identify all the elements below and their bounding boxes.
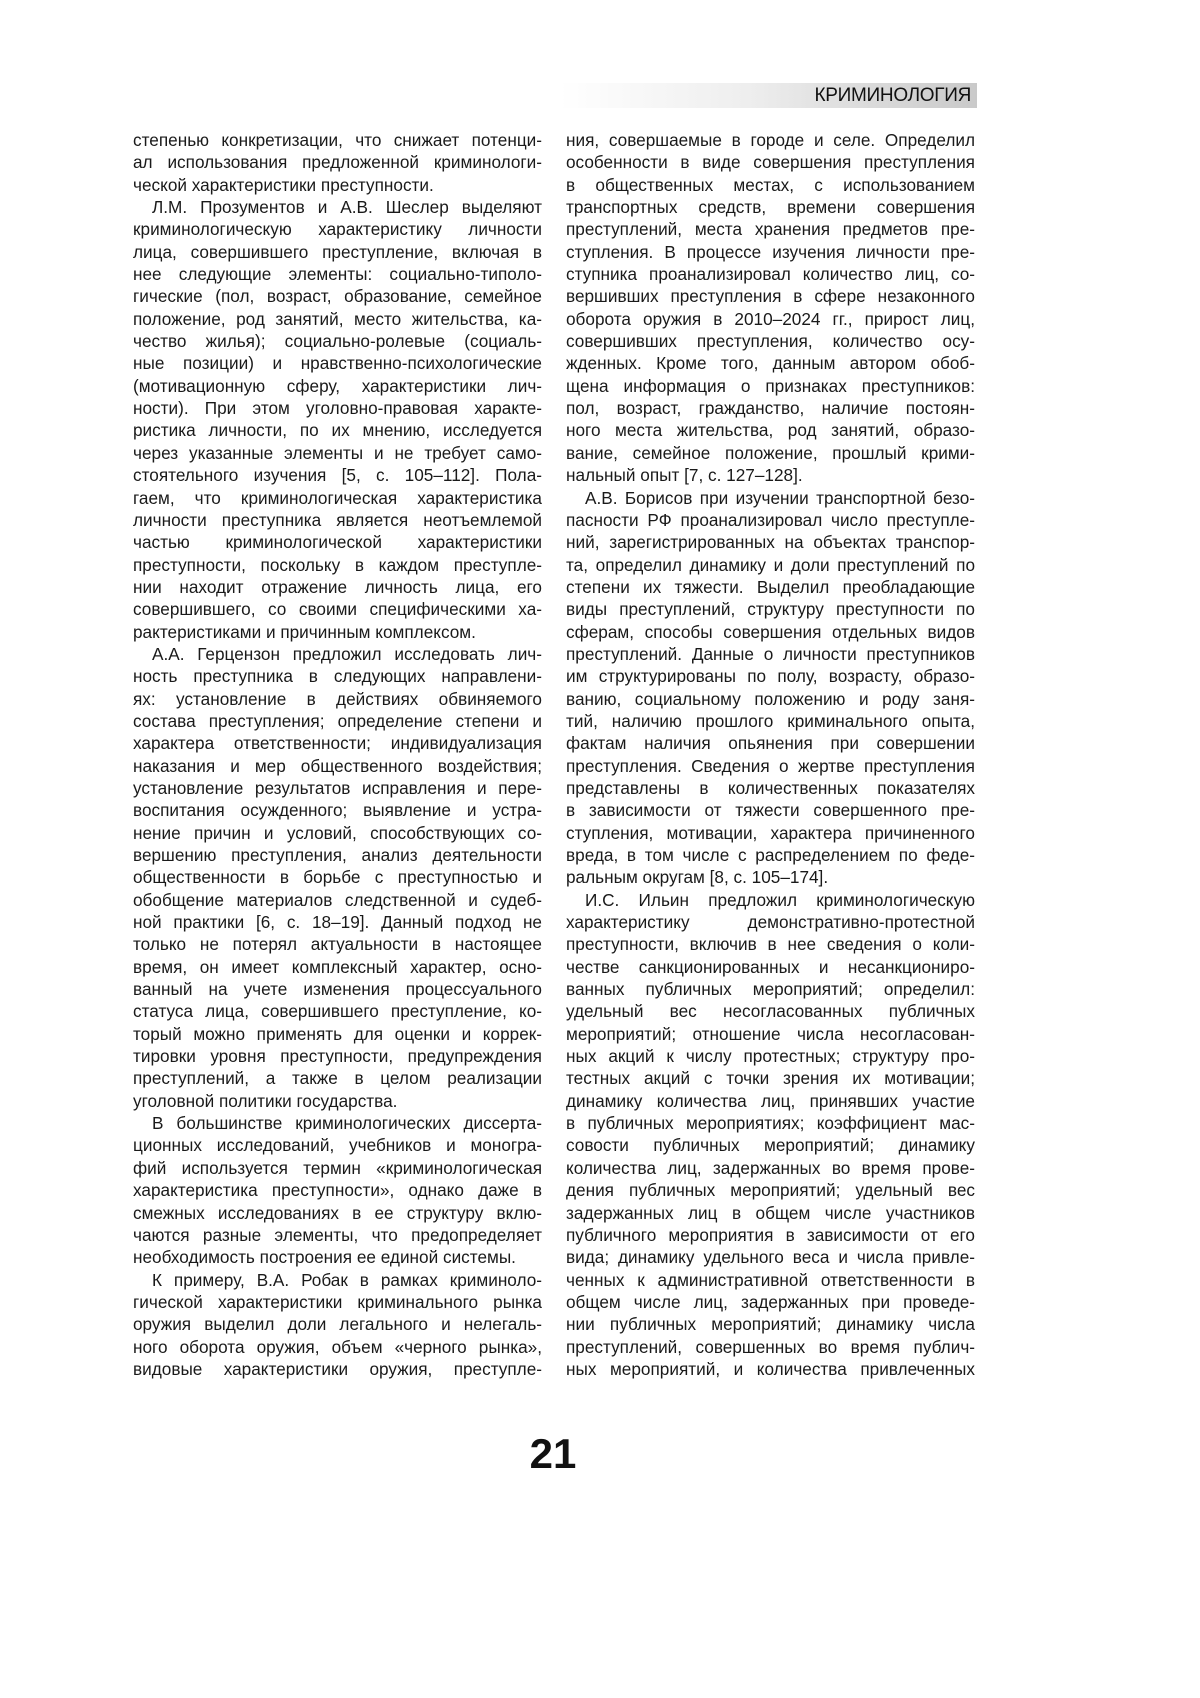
text-line: К примеру, В.А. Робак в рамках криминоло- — [133, 1269, 542, 1291]
text-line: пасности РФ проанализировал число преступле- — [566, 509, 975, 531]
text-line: смежных исследованиях в ее структуру вклю- — [133, 1202, 542, 1224]
text-line: ния, совершаемые в городе и селе. Определил — [566, 129, 975, 151]
text-line: лица, совершившего преступление, включая в — [133, 241, 542, 263]
text-line: рактеристиками и причинным комплексом. — [133, 621, 542, 643]
text-line: ного оборота оружия, объем «черного рынка», — [133, 1336, 542, 1358]
text-line: сферам, способы совершения отдельных видов — [566, 621, 975, 643]
text-line: ванных публичных мероприятий; определил: — [566, 978, 975, 1000]
text-line: Л.М. Прозументов и А.В. Шеслер выделяют — [133, 196, 542, 218]
text-line: мероприятий; отношение числа несогласован- — [566, 1023, 975, 1045]
text-line: ной практики [6, с. 18–19]. Данный подход не — [133, 911, 542, 933]
text-line: вида; динамику удельного веса и числа привле- — [566, 1246, 975, 1268]
text-line: гаем, что криминологическая характеристика — [133, 487, 542, 509]
text-line: задержанных лиц в общем числе участников — [566, 1202, 975, 1224]
text-line: совершившего, со своими специфическими ха- — [133, 598, 542, 620]
text-line: степени их тяжести. Выделил преобладающие — [566, 576, 975, 598]
text-line: представлены в количественных показателях — [566, 777, 975, 799]
text-line: И.С. Ильин предложил криминологическую — [566, 889, 975, 911]
text-line: ступления, мотивации, характера причиненного — [566, 822, 975, 844]
text-line: характеристику демонстративно-протестной — [566, 911, 975, 933]
text-line: время, он имеет комплексный характер, осно- — [133, 956, 542, 978]
page-number: 21 — [0, 1430, 1106, 1478]
text-line: ческой характеристики преступности. — [133, 174, 542, 196]
text-line: та, определил динамику и доли преступлений по — [566, 554, 975, 576]
text-line: общем числе лиц, задержанных при проведе- — [566, 1291, 975, 1313]
text-line: только не потерял актуальности в настоящее — [133, 933, 542, 955]
section-title: КРИМИНОЛОГИЯ — [815, 85, 971, 107]
text-line: преступности, поскольку в каждом преступле- — [133, 554, 542, 576]
text-line: нальный опыт [7, с. 127–128]. — [566, 464, 975, 486]
text-line: установление результатов исправления и пере- — [133, 777, 542, 799]
text-line: А.В. Борисов при изучении транспортной безо- — [566, 487, 975, 509]
text-line: совости публичных мероприятий; динамику — [566, 1134, 975, 1156]
text-line: вание, семейное положение, прошлый крими- — [566, 442, 975, 464]
text-line: удельный вес несогласованных публичных — [566, 1000, 975, 1022]
text-column-right — [566, 129, 975, 1380]
text-line: преступления. Сведения о жертве преступления — [566, 755, 975, 777]
text-line: торый можно применять для оценки и коррек- — [133, 1023, 542, 1045]
text-line: ристика личности, по их мнению, исследуется — [133, 419, 542, 441]
text-line: оружия выделил доли легального и нелегаль- — [133, 1313, 542, 1335]
text-line: характеристика преступности», однако даже в — [133, 1179, 542, 1201]
text-line: обобщение материалов следственной и судеб- — [133, 889, 542, 911]
text-line: тировки уровня преступности, предупреждения — [133, 1045, 542, 1067]
text-line: чаются разные элементы, что предопределяет — [133, 1224, 542, 1246]
text-line: личности преступника является неотъемлемой — [133, 509, 542, 531]
text-line: в публичных мероприятиях; коэффициент мас- — [566, 1112, 975, 1134]
text-line: вершивших преступления в сфере незаконного — [566, 285, 975, 307]
text-line: частью криминологической характеристики — [133, 531, 542, 553]
text-line: честве санкционированных и несанкциониро- — [566, 956, 975, 978]
text-line: динамику количества лиц, принявших участие — [566, 1090, 975, 1112]
text-line: транспортных средств, времени совершения — [566, 196, 975, 218]
text-line: наказания и мер общественного воздействия; — [133, 755, 542, 777]
text-line: ного места жительства, род занятий, образо- — [566, 419, 975, 441]
paragraph — [133, 1269, 542, 1381]
text-line: ральным округам [8, с. 105–174]. — [566, 866, 975, 888]
text-line: преступности, включив в нее сведения о коли- — [566, 933, 975, 955]
text-line: ных акций к числу протестных; структуру про- — [566, 1045, 975, 1067]
text-line: статуса лица, совершившего преступление, ко- — [133, 1000, 542, 1022]
paragraph — [133, 1112, 542, 1268]
text-line: уголовной политики государства. — [133, 1090, 542, 1112]
text-line: тестных акций с точки зрения их мотивации; — [566, 1067, 975, 1089]
paragraph — [133, 196, 542, 643]
text-line: преступлений. Данные о личности преступников — [566, 643, 975, 665]
text-line: характера ответственности; индивидуализация — [133, 732, 542, 754]
text-line: преступлений, совершенных во время публич- — [566, 1336, 975, 1358]
text-line: оборота оружия в 2010–2024 гг., прирост лиц, — [566, 308, 975, 330]
text-line: ступника проанализировал количество лиц, со- — [566, 263, 975, 285]
text-line: в общественных местах, с использованием — [566, 174, 975, 196]
text-line: видовые характеристики оружия, преступле- — [133, 1358, 542, 1380]
text-line: нии публичных мероприятий; динамику числа — [566, 1313, 975, 1335]
text-line: дения публичных мероприятий; удельный вес — [566, 1179, 975, 1201]
text-line: вершению преступления, анализ деятельности — [133, 844, 542, 866]
text-line: виды преступлений, структуру преступности по — [566, 598, 975, 620]
paragraph — [133, 643, 542, 1112]
text-line: вреда, в том числе с распределением по феде- — [566, 844, 975, 866]
text-line: количества лиц, задержанных во время прове- — [566, 1157, 975, 1179]
text-line: стоятельного изучения [5, с. 105–112]. Пола- — [133, 464, 542, 486]
text-line: ванию, социальному положению и роду заня- — [566, 688, 975, 710]
text-line: необходимость построения ее единой системы. — [133, 1246, 542, 1268]
paragraph — [566, 889, 975, 1381]
text-line: нее следующие элементы: социально-типоло- — [133, 263, 542, 285]
text-line: общественности в борьбе с преступностью и — [133, 866, 542, 888]
text-line: положение, род занятий, место жительства, ка- — [133, 308, 542, 330]
text-line: им структурированы по полу, возрасту, образо- — [566, 665, 975, 687]
text-line: нение причин и условий, способствующих со- — [133, 822, 542, 844]
text-line: криминологическую характеристику личности — [133, 218, 542, 240]
text-line: А.А. Герцензон предложил исследовать лич- — [133, 643, 542, 665]
text-line: тий, наличию прошлого криминального опыта, — [566, 710, 975, 732]
text-line: ступления. В процессе изучения личности пре- — [566, 241, 975, 263]
text-line: ний, зарегистрированных на объектах транспор- — [566, 531, 975, 553]
text-line: через указанные элементы и не требует само- — [133, 442, 542, 464]
text-line: (мотивационную сферу, характеристики лич- — [133, 375, 542, 397]
text-line: ванный на учете изменения процессуального — [133, 978, 542, 1000]
text-line: ных мероприятий, и количества привлеченных — [566, 1358, 975, 1380]
text-line: ченных к административной ответственности в — [566, 1269, 975, 1291]
text-line: фактам наличия опьянения при совершении — [566, 732, 975, 754]
text-line: ность преступника в следующих направлени- — [133, 665, 542, 687]
text-line: В большинстве криминологических диссерта- — [133, 1112, 542, 1134]
text-line: ях: установление в действиях обвиняемого — [133, 688, 542, 710]
paragraph — [566, 487, 975, 889]
text-line: степенью конкретизации, что снижает потенци- — [133, 129, 542, 151]
text-line: ционных исследований, учебников и моногра- — [133, 1134, 542, 1156]
text-line: гические (пол, возраст, образование, семейное — [133, 285, 542, 307]
text-line: ные позиции) и нравственно-психологические — [133, 352, 542, 374]
text-line: особенности в виде совершения преступления — [566, 151, 975, 173]
text-column-left — [133, 129, 542, 1380]
text-line: гической характеристики криминального рынка — [133, 1291, 542, 1313]
text-line: ал использования предложенной криминологи- — [133, 151, 542, 173]
text-line: фий используется термин «криминологическая — [133, 1157, 542, 1179]
text-line: состава преступления; определение степени и — [133, 710, 542, 732]
text-line: щена информация о признаках преступников: — [566, 375, 975, 397]
text-line: жденных. Кроме того, данным автором обоб- — [566, 352, 975, 374]
running-header — [560, 83, 977, 108]
paragraph — [566, 129, 975, 487]
text-line: в зависимости от тяжести совершенного пре- — [566, 799, 975, 821]
text-line: совершивших преступления, количество осу- — [566, 330, 975, 352]
paragraph — [133, 129, 542, 196]
text-line: преступлений, места хранения предметов пре- — [566, 218, 975, 240]
text-line: чество жилья); социально-ролевые (социаль- — [133, 330, 542, 352]
text-line: пол, возраст, гражданство, наличие постоян- — [566, 397, 975, 419]
text-line: публичного мероприятия в зависимости от его — [566, 1224, 975, 1246]
text-line: нии находит отражение личность лица, его — [133, 576, 542, 598]
text-line: ности). При этом уголовно-правовая характе- — [133, 397, 542, 419]
text-line: преступлений, а также в целом реализации — [133, 1067, 542, 1089]
text-line: воспитания осужденного; выявление и устра- — [133, 799, 542, 821]
